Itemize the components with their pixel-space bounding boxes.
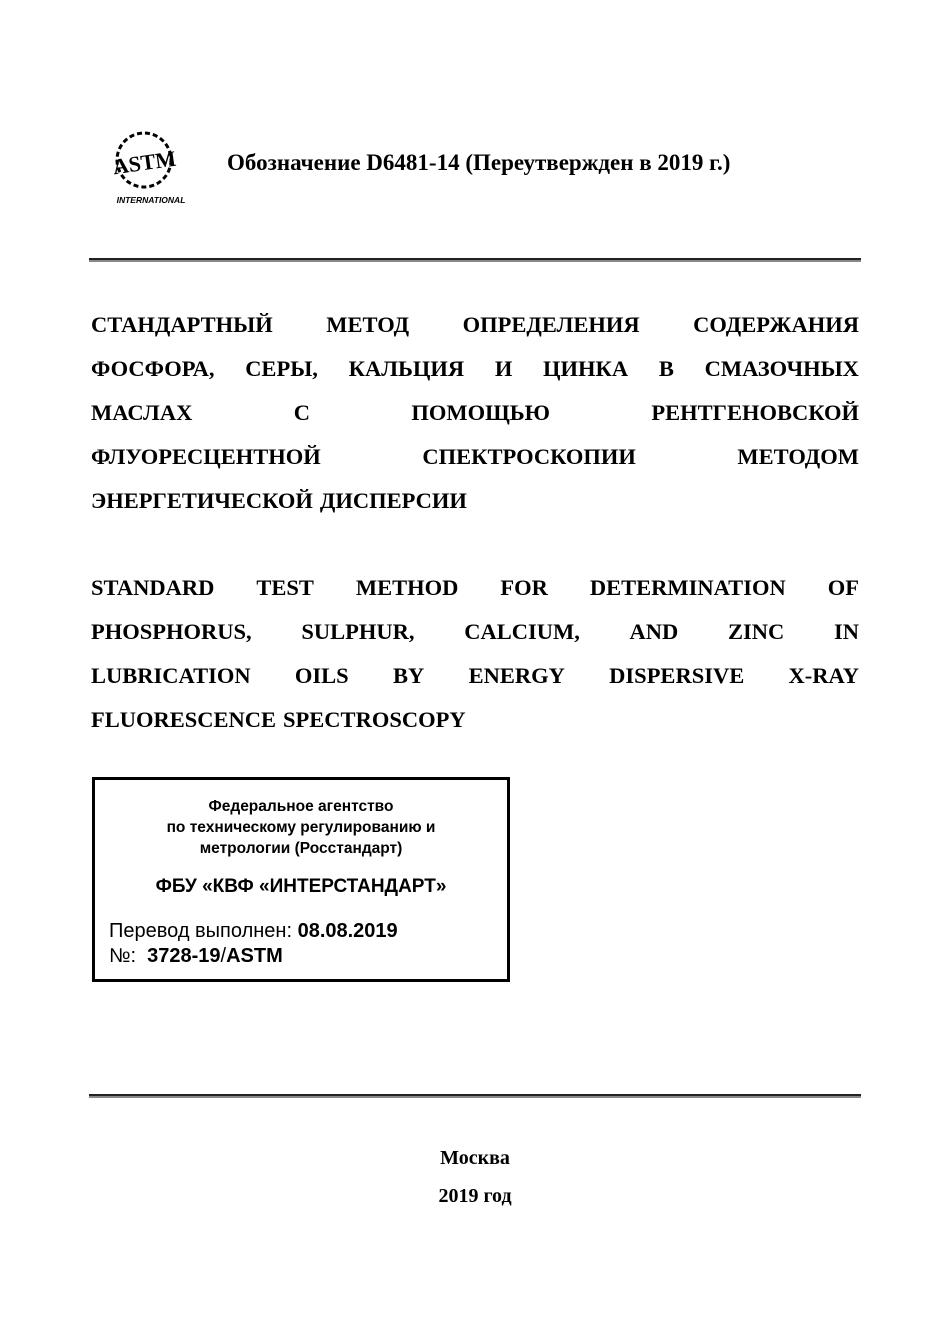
title-word: ЭНЕРГЕТИЧЕСКОЙ [91,488,313,513]
title-word: СПЕКТРОСКОПИИ [422,444,636,469]
title-line [91,566,859,610]
title-word: LUBRICATION [91,663,251,688]
title-russian [91,303,859,523]
translation-stamp [92,777,510,982]
title-word: SPECTROSCOPY [283,707,466,732]
title-word: DISPERSIVE [609,663,745,688]
title-word: С [293,400,310,425]
title-line [91,479,859,523]
title-word: МЕТОДОМ [737,444,859,469]
translation-number-row [109,945,283,968]
translation-number-label: №: [109,945,137,967]
top-divider [89,258,861,262]
title-word: SULPHUR, [301,619,415,644]
title-word: X-RAY [788,663,859,688]
title-word: CALCIUM, [464,619,580,644]
translation-date-row [109,920,398,943]
publication-year: 2019 год [438,1185,512,1207]
title-word: PHOSPHORUS, [91,619,252,644]
translation-date-value: 08.08.2019 [297,920,398,942]
astm-logo-text: ASTM [111,145,178,180]
title-word: STANDARD [91,575,215,600]
title-word: ДИСПЕРСИИ [319,488,467,513]
title-word: В [658,356,674,381]
title-word: IN [833,619,859,644]
title-word: DETERMINATION [589,575,786,600]
title-word: FOR [500,575,548,600]
astm-logo [106,130,196,206]
title-line [91,698,859,742]
agency-line: по техническому регулированию и [166,819,436,836]
title-word: BY [393,663,425,688]
translation-number-value: 3728-19 [147,945,221,967]
title-word: МАСЛАХ [91,400,193,425]
title-word: METHOD [355,575,459,600]
agency-line: Федеральное агентство [208,798,394,815]
bottom-divider [89,1094,861,1098]
title-word: ПОМОЩЬЮ [411,400,550,425]
publication-city: Москва [440,1147,510,1169]
agency-line: метрологии (Росстандарт) [199,840,403,857]
title-english [91,566,859,742]
title-line [91,347,859,391]
translation-number-suffix: ASTM [226,945,283,967]
title-word: СМАЗОЧНЫХ [704,356,859,381]
title-word: ОПРЕДЕЛЕНИЯ [462,312,640,337]
title-word: ЦИНКА [543,356,629,381]
title-word: ФЛУОРЕСЦЕНТНОЙ [91,444,321,469]
title-word: OF [827,575,859,600]
astm-logo-subtext: INTERNATIONAL [116,195,186,205]
title-line [91,391,859,435]
title-word: ФОСФОРА, [91,356,215,381]
translation-number-separator: / [220,945,227,967]
title-line [91,610,859,654]
title-word: СТАНДАРТНЫЙ [91,312,273,337]
title-word: ZINC [727,619,785,644]
designation-title: Обозначение D6481-14 (Переутвержден в 2019 г.) [227,150,731,175]
organization-name: ФБУ «КВФ «ИНТЕРСТАНДАРТ» [155,876,447,897]
title-word: СЕРЫ, [245,356,318,381]
translation-date-label: Перевод выполнен: [109,920,293,942]
title-word: FLUORESCENCE [91,707,277,732]
title-line [91,654,859,698]
title-word: AND [629,619,679,644]
title-word: КАЛЬЦИЯ [348,356,465,381]
title-word: МЕТОД [326,312,410,337]
title-line [91,435,859,479]
title-word: OILS [294,663,349,688]
agency-name [95,796,507,859]
title-word: СОДЕРЖАНИЯ [693,312,859,337]
title-line [91,303,859,347]
title-word: ENERGY [468,663,565,688]
title-word: РЕНТГЕНОВСКОЙ [651,400,859,425]
title-word: TEST [256,575,314,600]
title-word: И [494,356,513,381]
